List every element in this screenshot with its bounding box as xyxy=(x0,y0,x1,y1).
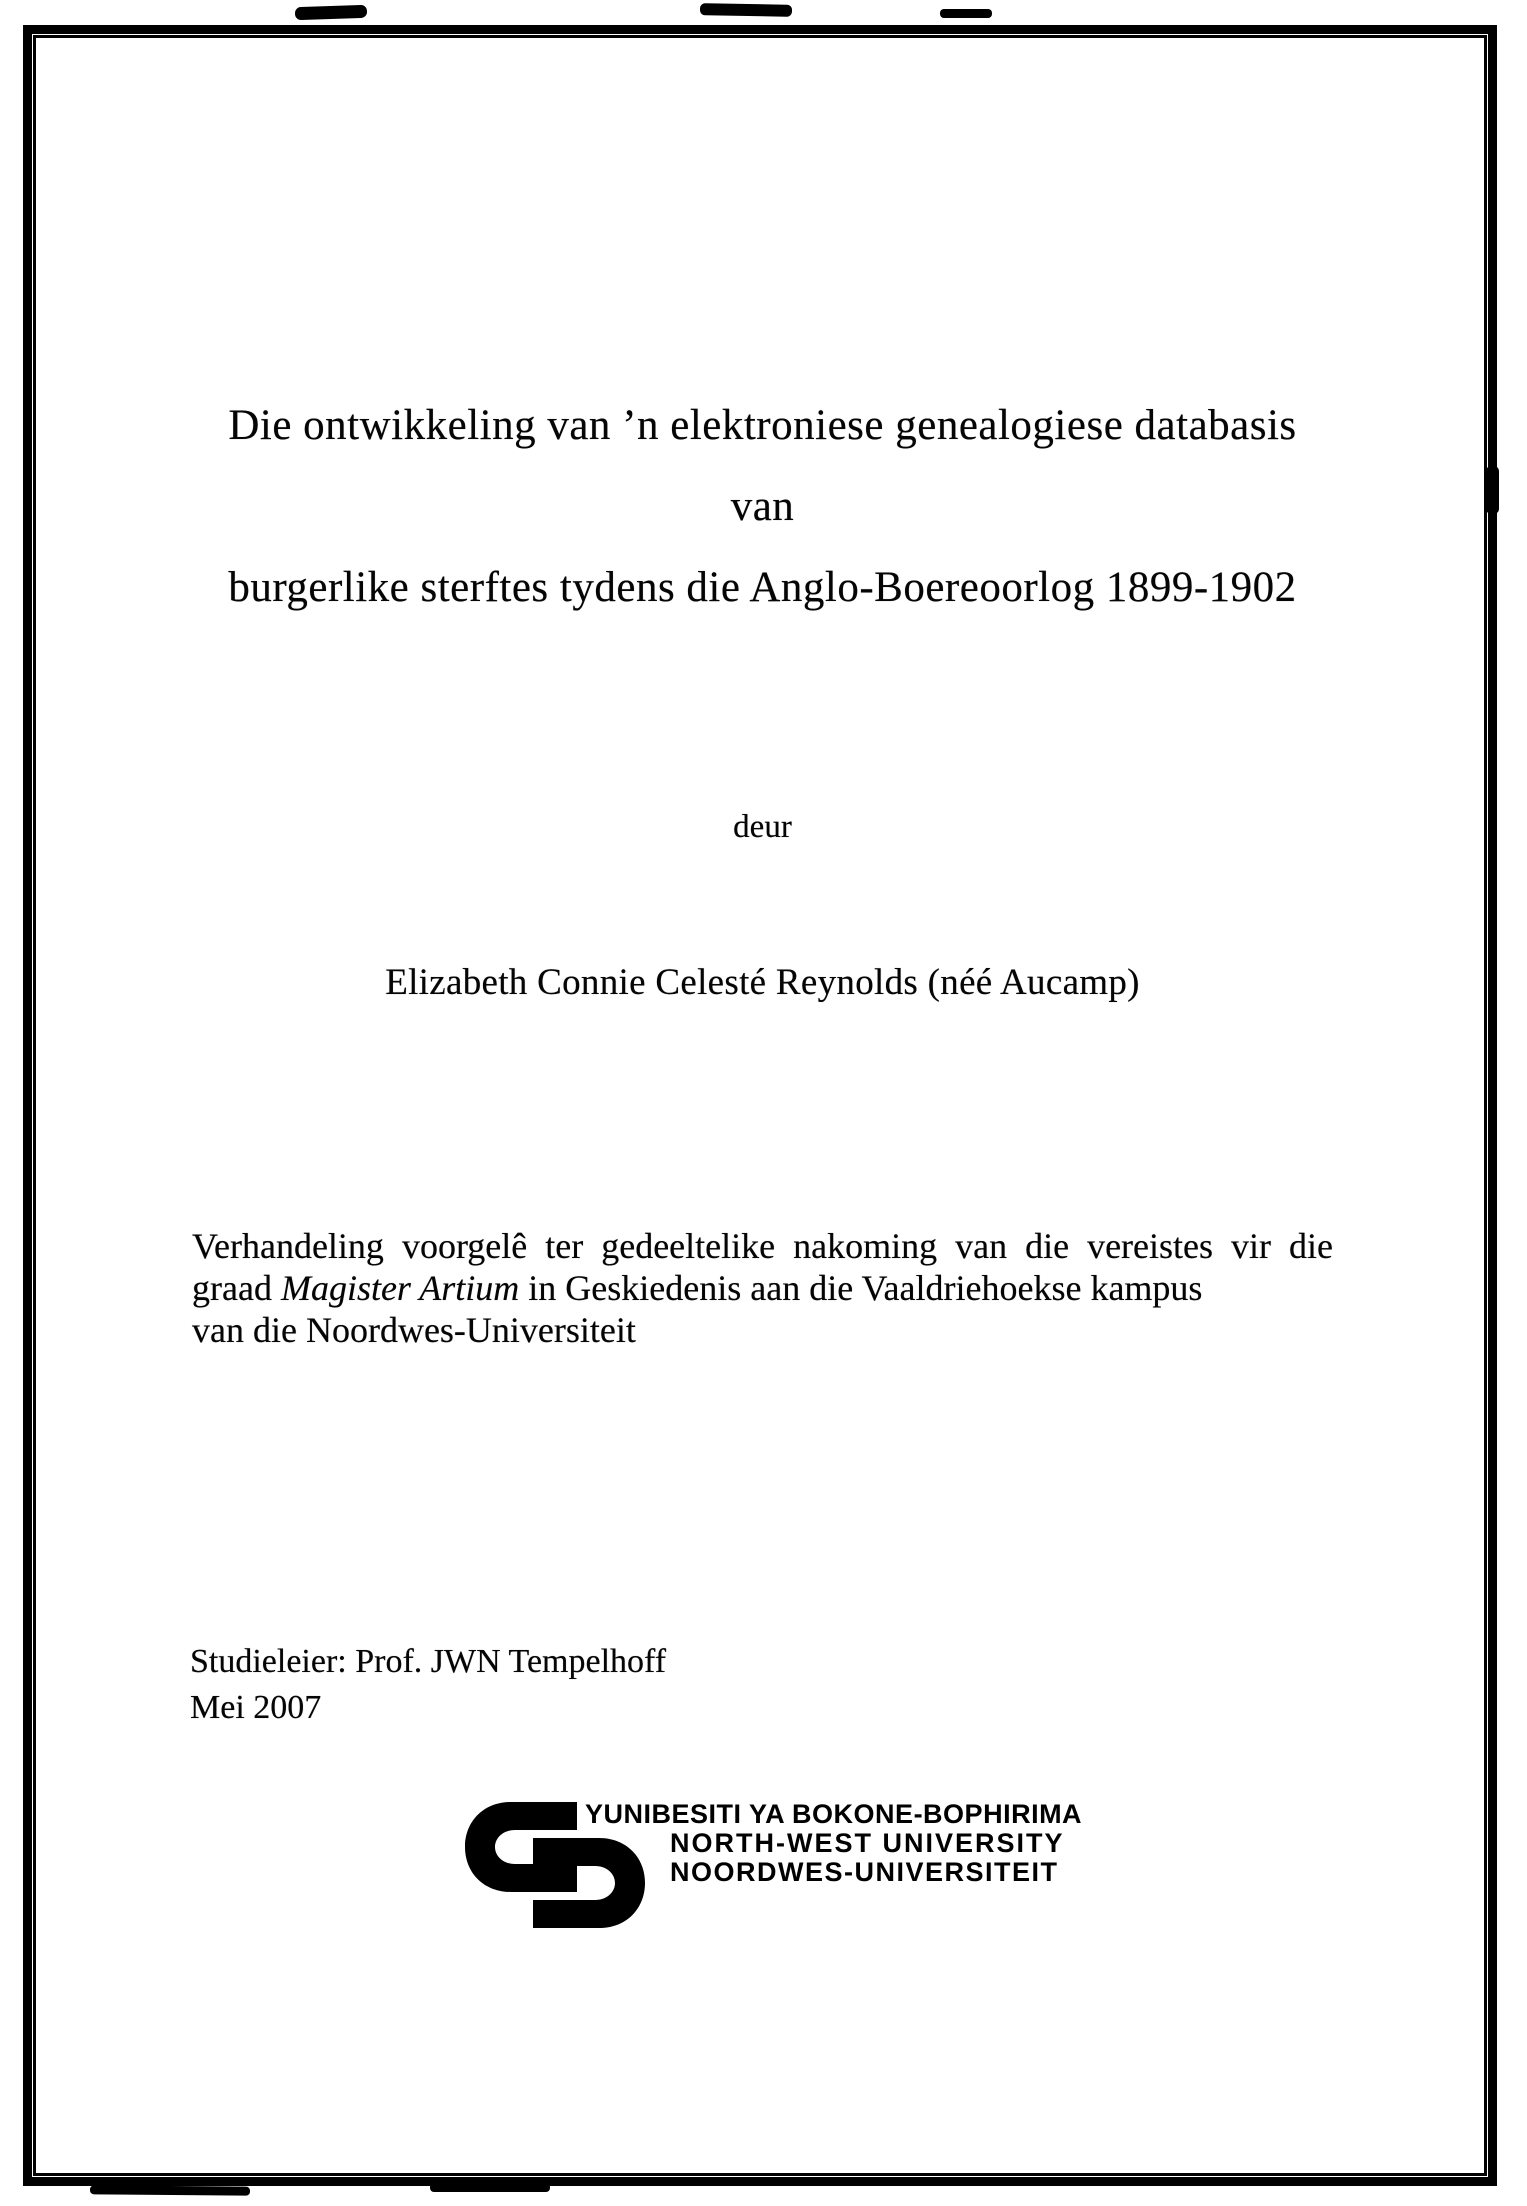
thesis-title-line1: Die ontwikkeling van ’n elektroniese genealogiese databasis van xyxy=(228,402,1297,530)
scan-artifact xyxy=(90,2185,250,2195)
scan-artifact xyxy=(430,2183,550,2192)
statement-line2-post: in Geskiedenis aan die Vaaldriehoekse kampus xyxy=(528,1268,1203,1308)
statement-line2-pre: graad xyxy=(192,1268,272,1308)
logo-line-setswana: YUNIBESITI YA BOKONE-BOPHIRIMA xyxy=(585,1799,1083,1829)
thesis-title-line2: burgerlike sterftes tydens die Anglo-Boereoorlog 1899-1902 xyxy=(228,564,1297,611)
scan-artifact xyxy=(1486,466,1499,514)
thesis-title xyxy=(192,385,1333,628)
thesis-statement-line2 xyxy=(192,1267,1333,1309)
scan-artifact xyxy=(295,5,367,21)
author-name: Elizabeth Connie Celesté Reynolds (néé Aucamp) xyxy=(385,962,1140,1003)
scan-artifact xyxy=(940,9,992,18)
degree-name: Magister Artium xyxy=(280,1268,520,1308)
thesis-statement-line3: van die Noordwes-Universiteit xyxy=(192,1310,636,1350)
scan-artifact xyxy=(700,3,792,17)
logo-line-afrikaans: NOORDWES-UNIVERSITEIT xyxy=(670,1857,1059,1887)
supervisor-line: Studieleier: Prof. JWN Tempelhoff xyxy=(190,1643,667,1680)
nwu-logo-text xyxy=(465,1800,1125,1930)
nwu-logo xyxy=(465,1800,1125,1930)
thesis-statement xyxy=(192,1225,1333,1351)
date-line: Mei 2007 xyxy=(190,1689,322,1726)
byline-label: deur xyxy=(733,809,792,845)
thesis-statement-line1: Verhandeling voorgelê ter gedeeltelike nakoming van die vereistes vir die xyxy=(192,1226,1333,1266)
logo-line-english: NORTH-WEST UNIVERSITY xyxy=(670,1828,1065,1858)
